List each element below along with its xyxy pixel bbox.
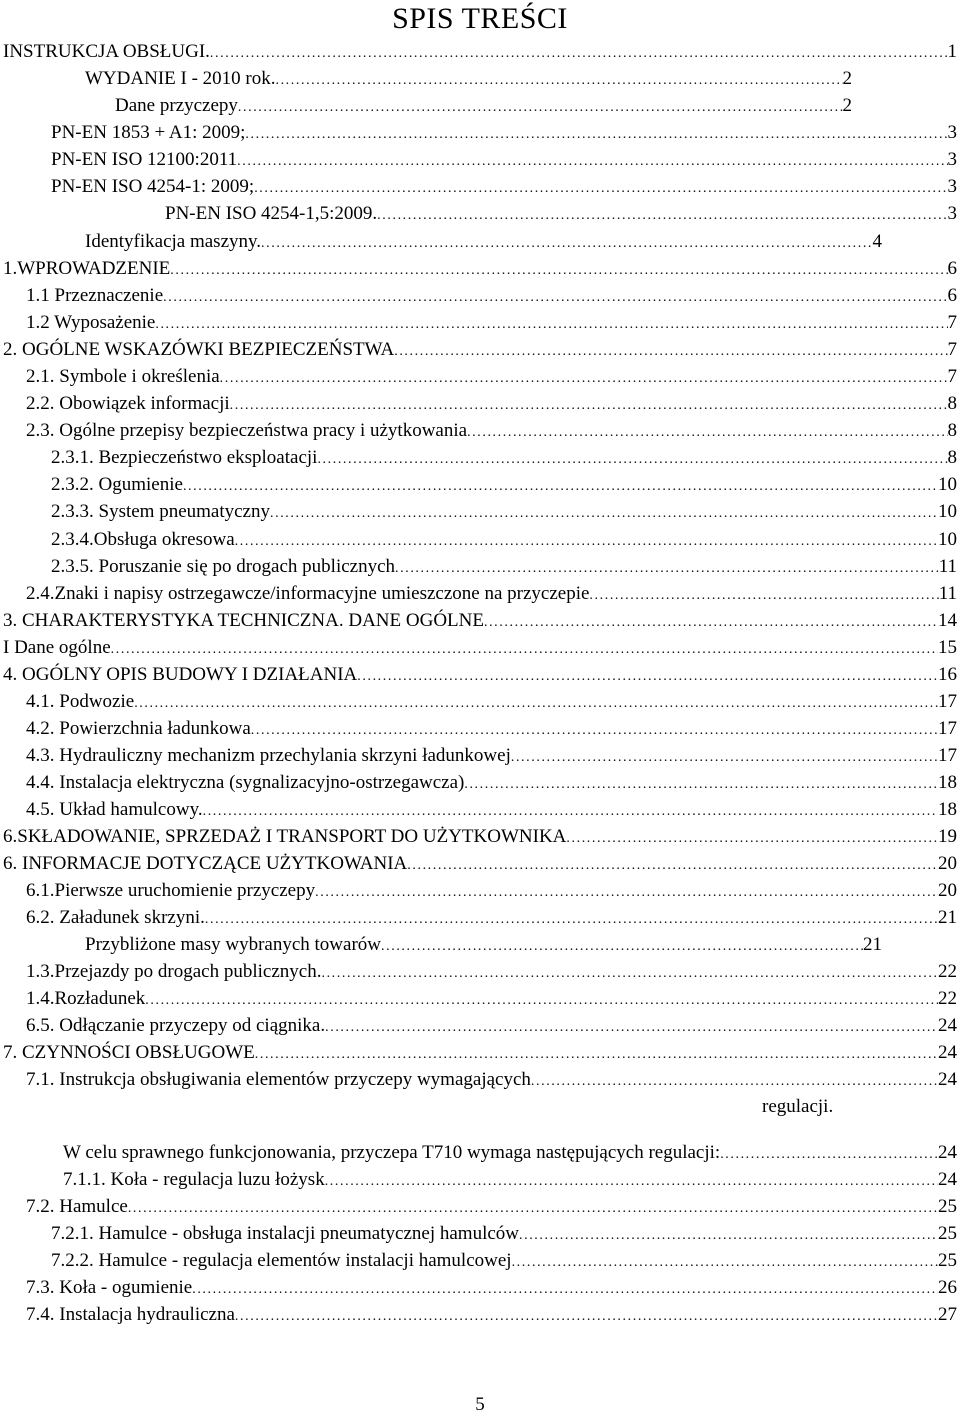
dot-leader	[220, 366, 948, 392]
dot-leader	[464, 772, 938, 798]
toc-entry-page: 3	[947, 203, 957, 224]
toc-entry-page: 24	[938, 1042, 957, 1063]
toc-entry-title: 6.1.Pierwsze uruchomienie przyczepy	[26, 880, 316, 901]
toc-entry-continuation	[762, 1094, 833, 1120]
toc-entry-title: 2.3.4.Obsługa okresowa	[51, 529, 235, 550]
toc-entry-title: 4. OGÓLNY OPIS BUDOWY I DZIAŁANIA	[3, 664, 358, 685]
dot-leader	[317, 447, 947, 473]
toc-entry-page: 11	[938, 583, 957, 604]
dot-leader	[251, 718, 938, 744]
toc-entry-title: 6. INFORMACJE DOTYCZĄCE UŻYTKOWANIA	[3, 853, 408, 874]
dot-leader	[512, 1250, 938, 1276]
toc-entry	[3, 662, 957, 688]
toc-entry-title: 1.3.Przejazdy po drogach publicznych.	[26, 961, 322, 982]
toc-entry-page: 20	[938, 853, 957, 874]
dot-leader	[325, 1015, 938, 1041]
toc-entry-title: 2.3.2. Ogumienie	[51, 474, 183, 495]
toc-entry	[26, 283, 957, 309]
toc-entry-title: I Dane ogólne	[3, 637, 111, 658]
toc-entry-title: Identyfikacja maszyny.	[85, 231, 262, 252]
toc-entry	[3, 1040, 957, 1066]
toc-entry	[26, 1013, 957, 1039]
dot-leader	[235, 529, 938, 555]
dot-leader	[235, 1304, 938, 1330]
toc-entry	[26, 716, 957, 742]
toc-entry-page: 10	[938, 529, 957, 550]
dot-leader	[111, 637, 938, 663]
toc-entry-page: 26	[938, 1277, 957, 1298]
toc-entry-page: 7	[947, 339, 957, 360]
toc-entry-title: 7.2. Hamulce	[26, 1196, 128, 1217]
dot-leader	[357, 664, 938, 690]
toc-entry-title: PN-EN ISO 4254-1,5:2009.	[165, 203, 378, 224]
toc-entry-page: 14	[938, 610, 957, 631]
toc-entry	[3, 256, 957, 282]
toc-entry-page: 3	[947, 149, 957, 170]
toc-entry-title: 1.2 Wyposażenie	[26, 312, 156, 333]
toc-entry-title: 1.4.Rozładunek	[26, 988, 146, 1009]
toc-entry-title: 4.1. Podwozie	[26, 691, 135, 712]
toc-entry	[51, 527, 957, 553]
toc-entry-title: Dane przyczepy	[115, 95, 238, 116]
toc-entry-page: 2	[842, 68, 852, 89]
toc-entry	[26, 1067, 957, 1093]
toc-entry-title: Przybliżone masy wybranych towarów	[85, 934, 382, 955]
dot-leader	[519, 1223, 938, 1249]
toc-entry	[165, 201, 957, 227]
toc-entry	[26, 1302, 957, 1328]
toc-entry-title: PN-EN ISO 4254-1: 2009;	[51, 176, 255, 197]
toc-entry-page: 8	[947, 420, 957, 441]
toc-entry	[51, 147, 957, 173]
toc-entry-title: 4.3. Hydrauliczny mechanizm przechylania skrzyni ładunkowej	[26, 745, 511, 766]
toc-entry	[51, 174, 957, 200]
toc-entry-page: 27	[938, 1304, 957, 1325]
toc-entry-page: 10	[938, 501, 957, 522]
toc-entry-page: 19	[938, 826, 957, 847]
toc-entry	[26, 743, 957, 769]
toc-entry-title: 7.2.2. Hamulce - regulacja elementów instalacji hamulcowej	[51, 1250, 512, 1271]
toc-entry	[51, 472, 957, 498]
toc-entry-title: 4.2. Powierzchnia ładunkowa	[26, 718, 251, 739]
dot-leader	[128, 1196, 938, 1222]
dot-leader	[566, 826, 938, 852]
toc-entry	[26, 364, 957, 390]
toc-entry	[3, 608, 957, 634]
dot-leader	[192, 1277, 938, 1303]
toc-entry-title: 1.WPROWADZENIE	[3, 258, 171, 279]
toc-entry	[26, 391, 957, 417]
toc-entry	[63, 1167, 957, 1193]
toc-entry-title: 7.3. Koła - ogumienie	[26, 1277, 193, 1298]
dot-leader	[245, 122, 947, 148]
toc-entry	[85, 932, 882, 958]
toc-entry-page: 15	[938, 637, 957, 658]
toc-entry	[51, 1221, 957, 1247]
toc-entry-page: 25	[938, 1250, 957, 1271]
toc-entry-page: 24	[938, 1169, 957, 1190]
toc-entry-page: 24	[938, 1015, 957, 1036]
toc-entry-title: WYDANIE I - 2010 rok.	[85, 68, 276, 89]
toc-entry-title: 6.2. Załadunek skrzyni.	[26, 907, 205, 928]
toc-entry	[26, 1194, 957, 1220]
toc-entry-title: 2.4.Znaki i napisy ostrzegawcze/informacyjne umieszczone na przyczepie	[26, 583, 590, 604]
toc-entry-title: 7.1. Instrukcja obsługiwania elementów przyczepy wymagających	[26, 1069, 531, 1090]
toc-entry-page: 18	[938, 772, 957, 793]
toc-entry-title: 2.3.5. Poruszanie się po drogach publicznych	[51, 556, 396, 577]
toc-entry-title: 1.1 Przeznaczenie	[26, 285, 164, 306]
toc-entry-title: 2.1. Symbole i określenia	[26, 366, 220, 387]
dot-leader	[315, 880, 938, 906]
dot-leader	[394, 339, 947, 365]
toc-entry	[3, 851, 957, 877]
toc-entry-page: 17	[938, 745, 957, 766]
toc-entry-page: 18	[938, 799, 957, 820]
toc-entry-page: 6	[947, 258, 957, 279]
dot-leader	[381, 934, 863, 960]
toc-entry-title: 7. CZYNNOŚCI OBSŁUGOWE	[3, 1042, 255, 1063]
toc-entry	[26, 581, 957, 607]
dot-leader	[155, 312, 947, 338]
toc-entry	[51, 120, 957, 146]
toc-entry-page: 7	[947, 366, 957, 387]
dot-leader	[407, 853, 938, 879]
toc-entry-page: 16	[938, 664, 957, 685]
toc-entry-title: 3. CHARAKTERYSTYKA TECHNICZNA. DANE OGÓLNE	[3, 610, 484, 631]
toc-entry-title: PN-EN 1853 + A1: 2009;	[51, 122, 246, 143]
dot-leader	[230, 393, 948, 419]
page-number: 5	[475, 1394, 485, 1415]
dot-leader	[395, 556, 939, 582]
toc-entry-title: 6.5. Odłączanie przyczepy od ciągnika.	[26, 1015, 326, 1036]
dot-leader	[720, 1142, 938, 1168]
toc-entry	[3, 824, 957, 850]
toc-entry-page: 4	[872, 231, 882, 252]
toc-entry-title: INSTRUKCJA OBSŁUGI.	[3, 41, 210, 62]
toc-entry	[51, 445, 957, 471]
toc-entry-page: 2	[842, 95, 852, 116]
toc-entry	[3, 337, 957, 363]
dot-leader	[170, 258, 947, 284]
dot-leader	[467, 420, 947, 446]
dot-leader	[203, 799, 938, 825]
toc-entry-page: 25	[938, 1196, 957, 1217]
toc-entry-title: 2.3. Ogólne przepisy bezpieczeństwa pracy i użytkowania	[26, 420, 468, 441]
dot-leader	[531, 1069, 938, 1095]
toc-entry-page: 10	[938, 474, 957, 495]
toc-entry-title: 2.3.1. Bezpieczeństwo eksploatacji	[51, 447, 318, 468]
toc-entry	[26, 905, 957, 931]
toc-entry	[85, 66, 852, 92]
toc-entry	[63, 1140, 957, 1166]
dot-leader	[210, 41, 948, 67]
toc-entry-page: 21	[863, 934, 882, 955]
toc-entry	[3, 39, 957, 65]
toc-entry-page: 7	[947, 312, 957, 333]
toc-entry	[26, 770, 957, 796]
dot-leader	[205, 907, 938, 933]
toc-entry-title: 2.2. Obowiązek informacji	[26, 393, 230, 414]
toc-entry-title: 7.4. Instalacja hydrauliczna	[26, 1304, 235, 1325]
toc-entry-page: 22	[938, 988, 957, 1009]
toc-entry-page: 24	[938, 1142, 957, 1163]
toc-entry	[26, 797, 957, 823]
toc-entry	[26, 689, 957, 715]
toc-entry	[51, 1248, 957, 1274]
dot-leader	[261, 231, 872, 257]
dot-leader	[484, 610, 938, 636]
toc-entry-page: 8	[947, 447, 957, 468]
toc-entry-page: 22	[938, 961, 957, 982]
dot-leader	[134, 691, 938, 717]
toc-entry	[26, 878, 957, 904]
toc-entry	[115, 93, 852, 119]
toc-entry-page: 1	[947, 41, 957, 62]
dot-leader	[237, 149, 947, 175]
dot-leader	[238, 95, 843, 121]
dot-leader	[589, 583, 938, 609]
toc-entry	[51, 554, 957, 580]
toc-entry-title: W celu sprawnego funkcjonowania, przyczepa T710 wymaga następujących regulacji:	[63, 1142, 721, 1163]
dot-leader	[163, 285, 947, 311]
toc-entry	[26, 310, 957, 336]
page-title: SPIS TREŚCI	[392, 2, 568, 35]
dot-leader	[377, 203, 947, 229]
toc-entry	[51, 499, 957, 525]
toc-entry	[26, 1275, 957, 1301]
toc-entry-title: PN-EN ISO 12100:2011	[51, 149, 238, 170]
dot-leader	[275, 68, 842, 94]
toc-entry-page: 11	[938, 556, 957, 577]
dot-leader	[183, 474, 938, 500]
toc-entry-title: 4.5. Układ hamulcowy.	[26, 799, 203, 820]
toc-entry-page: 21	[938, 907, 957, 928]
toc-entry-title: 7.1.1. Koła - regulacja luzu łożysk	[63, 1169, 325, 1190]
dot-leader	[254, 176, 947, 202]
toc-entry-page: 25	[938, 1223, 957, 1244]
toc-entry-page: 17	[938, 718, 957, 739]
toc-entry-title: regulacji.	[762, 1096, 834, 1117]
toc-entry-title: 2.3.3. System pneumatyczny	[51, 501, 270, 522]
toc-entry-title: 7.2.1. Hamulce - obsługa instalacji pneumatycznej hamulców	[51, 1223, 519, 1244]
toc-entry-page: 6	[947, 285, 957, 306]
toc-entry-page: 3	[947, 176, 957, 197]
dot-leader	[325, 1169, 938, 1195]
toc-entry-page: 24	[938, 1069, 957, 1090]
toc-entry	[26, 959, 957, 985]
toc-entry	[26, 418, 957, 444]
toc-entry-page: 8	[947, 393, 957, 414]
dot-leader	[270, 501, 938, 527]
toc-entry-page: 3	[947, 122, 957, 143]
toc-entry	[3, 635, 957, 661]
toc-entry-title: 4.4. Instalacja elektryczna (sygnalizacyjno-ostrzegawcza)	[26, 772, 465, 793]
toc-entry-title: 6.SKŁADOWANIE, SPRZEDAŻ I TRANSPORT DO UŻYTKOWNIKA	[3, 826, 567, 847]
dot-leader	[321, 961, 938, 987]
toc-entry-page: 17	[938, 691, 957, 712]
dot-leader	[255, 1042, 938, 1068]
toc-entry-page: 20	[938, 880, 957, 901]
dot-leader	[511, 745, 938, 771]
toc-entry	[85, 229, 882, 255]
toc-entry	[26, 986, 957, 1012]
toc-entry-title: 2. OGÓLNE WSKAZÓWKI BEZPIECZEŃSTWA	[3, 339, 395, 360]
dot-leader	[145, 988, 938, 1014]
